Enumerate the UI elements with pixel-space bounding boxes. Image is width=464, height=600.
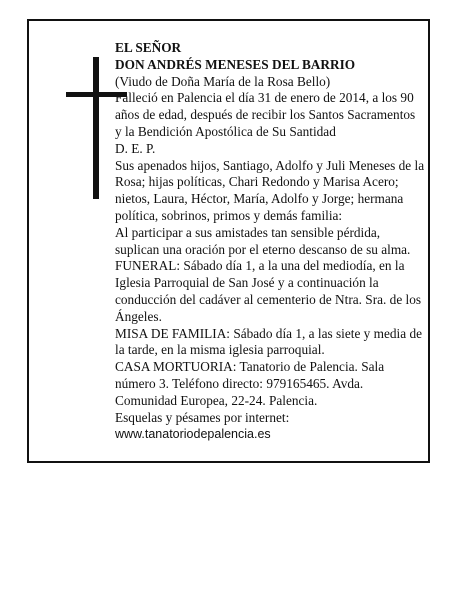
widower-line: (Viudo de Doña María de la Rosa Bello) [115,73,331,89]
mortuary-paragraph: CASA MORTUORIA: Tanatorio de Palencia. Sala número 3. Teléfono directo: 979165465. Avda. Comunidad Europea, 22-24. Palencia. [115,359,385,408]
website-link[interactable]: www.tanatoriodepalencia.es [115,427,271,442]
funeral-paragraph: FUNERAL: Sábado día 1, a la una del mediodía, en la Iglesia Parroquial de San José y a continuación la conducción del cadáver al cementerio de Ntra. Sra. de los Ángeles. [115,258,422,324]
heading: EL SEÑOR [115,40,182,55]
mass-paragraph: MISA DE FAMILIA: Sábado día 1, a las siete y media de la tarde, en la misma iglesia parroquial. [115,325,423,358]
obituary-notice [27,19,430,463]
request-paragraph: Al participar a sus amistades tan sensible pérdida, suplican una oración por el eterno descanso de su alma. [115,224,411,257]
notice-text [115,40,425,443]
internet-label: Esquelas y pésames por internet: [115,409,290,425]
rip-line: D. E. P. [115,140,156,156]
death-paragraph: Falleció en Palencia el día 31 de enero de 2014, a los 90 años de edad, después de recibir los Santos Sacramentos y la Bendición Apostólica de Su Santidad [115,90,416,139]
deceased-name: DON ANDRÉS MENESES DEL BARRIO [115,56,356,72]
family-paragraph: Sus apenados hijos, Santiago, Adolfo y Juli Meneses de la Rosa; hijas políticas, Chari Redondo y Marisa Acero; nietos, Laura, Héctor, María, Adolfo y Jorge; hermana política, sobrinos, primos y demás familia: [115,157,425,223]
